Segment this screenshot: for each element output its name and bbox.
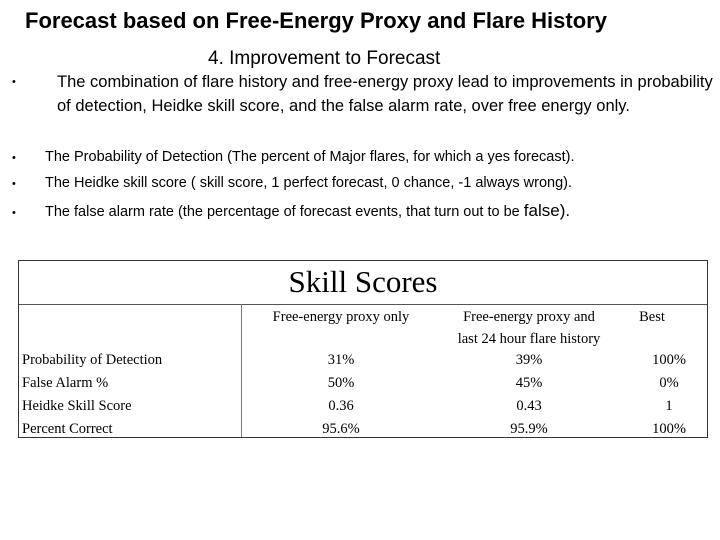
bullet-combination-text: The combination of flare history and free-energy proxy lead to improvements in probability of detection, Heidke skill score, and the false alarm rate, over free energy only. — [57, 73, 713, 115]
cell-value: 0.36 — [328, 398, 354, 414]
row-label: Probability of Detection — [22, 352, 163, 368]
cell-value: 0.43 — [516, 398, 542, 414]
cell-value: 0% — [659, 375, 679, 391]
bullet-false-alarm-text: The false alarm rate (the percentage of forecast events, that turn out to be — [45, 204, 520, 220]
bullet-marker: • — [12, 178, 16, 190]
slide-title: Forecast based on Free-Energy Proxy and Flare History — [25, 8, 607, 33]
cell-value: 50% — [327, 375, 355, 391]
slide-subtitle: 4. Improvement to Forecast — [208, 48, 441, 69]
bullet-heidke-skill: The Heidke skill score ( skill score, 1 perfect forecast, 0 chance, -1 always wrong). — [45, 175, 573, 191]
cell-value: 95.6% — [322, 421, 360, 437]
row-label: False Alarm % — [22, 375, 109, 391]
table-title: Skill Scores — [288, 264, 438, 299]
cell-value: 1 — [665, 398, 673, 414]
cell-value: 45% — [515, 375, 543, 391]
bullet-marker: • — [12, 76, 16, 88]
column-header-line: last 24 hour flare history — [457, 331, 601, 347]
table-header-divider — [19, 304, 707, 305]
bullet-probability-detection: The Probability of Detection (The percent of Major flares, for which a yes forecast). — [45, 149, 575, 165]
column-header-line: Free-energy proxy only — [272, 309, 410, 325]
bullet-false-alarm — [45, 199, 705, 224]
row-label: Percent Correct — [22, 421, 113, 437]
bullet-false-alarm-emphasis: false). — [523, 201, 571, 220]
skill-scores-table — [18, 260, 708, 438]
cell-value: 100% — [652, 352, 686, 368]
column-header-free-energy-and-history — [424, 306, 634, 350]
cell-value: 95.9% — [510, 421, 548, 437]
row-label: Heidke Skill Score — [22, 398, 132, 414]
column-header-line: Best — [639, 309, 665, 325]
bullet-marker: • — [12, 152, 16, 164]
column-header-line: Free-energy proxy and — [463, 309, 595, 325]
cell-value: 39% — [515, 352, 543, 368]
column-header-best — [627, 306, 677, 328]
bullet-marker: • — [12, 207, 16, 219]
column-header-free-energy-only — [241, 306, 441, 328]
cell-value: 100% — [652, 421, 686, 437]
cell-value: 31% — [327, 352, 355, 368]
